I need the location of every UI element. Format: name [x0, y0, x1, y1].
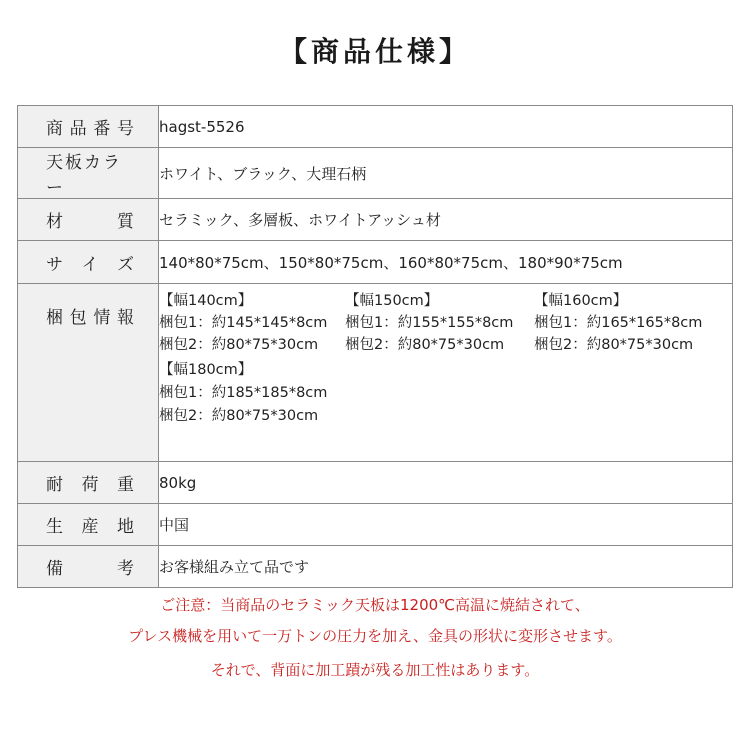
- caution-note-line-3: それで、背面に加工蹟が残る加工性はあります。: [210, 661, 540, 679]
- table-row: [18, 504, 733, 546]
- packing-line-1: 梱包1：約155*155*8cm: [345, 315, 514, 331]
- table-row: [18, 462, 733, 504]
- row-label-top-color: 天板カラー: [46, 153, 122, 198]
- packing-block-160: [534, 290, 724, 356]
- row-value-load-capacity: 80kg: [159, 462, 733, 504]
- table-row: [18, 148, 733, 199]
- row-value-top-color: ホワイト、ブラック、大理石柄: [159, 148, 733, 199]
- row-value-remarks: お客様組み立て品です: [159, 546, 733, 588]
- table-row: [18, 284, 733, 462]
- spec-table: [17, 105, 733, 588]
- packing-line-2: 梱包2：約80*75*30cm: [345, 337, 505, 353]
- row-label-material: 材 質: [46, 212, 134, 232]
- packing-line-1: 梱包1：約185*185*8cm: [159, 385, 328, 401]
- page-title: 【商品仕様】: [278, 35, 471, 68]
- packing-line-1: 梱包1：約145*145*8cm: [159, 315, 328, 331]
- row-label-remarks: 備 考: [46, 559, 134, 579]
- packing-heading: 【幅180cm】: [159, 362, 253, 378]
- row-value-product-number: hagst-5526: [159, 106, 733, 148]
- packing-heading: 【幅160cm】: [534, 293, 628, 309]
- packing-line-2: 梱包2：約80*75*30cm: [159, 408, 319, 424]
- row-label-packing: 梱 包 情 報: [46, 308, 134, 328]
- packing-grid: [159, 290, 732, 356]
- row-value-material: セラミック、多層板、ホワイトアッシュ材: [159, 199, 733, 241]
- table-row: [18, 106, 733, 148]
- packing-line-2: 梱包2：約80*75*30cm: [534, 337, 694, 353]
- packing-block-150: [345, 290, 534, 356]
- caution-note-line-2: プレス機械を用いて一万トンの圧力を加え、金具の形状に変形させます。: [128, 627, 622, 645]
- packing-line-2: 梱包2：約80*75*30cm: [159, 337, 319, 353]
- table-row: [18, 241, 733, 284]
- table-row: [18, 546, 733, 588]
- packing-line-1: 梱包1：約165*165*8cm: [534, 315, 703, 331]
- packing-heading: 【幅150cm】: [345, 293, 439, 309]
- row-value-origin: 中国: [159, 504, 733, 546]
- row-label-size: サ イ ズ: [46, 254, 134, 275]
- caution-note-line-1: ご注意：当商品のセラミック天板は1200℃高温に焼結されて、: [160, 596, 590, 614]
- row-value-size: 140*80*75cm、150*80*75cm、160*80*75cm、180*90*75cm: [159, 241, 733, 284]
- row-label-origin: 生 産 地: [46, 517, 134, 537]
- table-row: [18, 199, 733, 241]
- row-label-load-capacity: 耐 荷 重: [46, 475, 134, 495]
- row-label-product-number: 商 品 番 号: [46, 119, 134, 139]
- row-value-packing: [159, 284, 733, 462]
- packing-block-140: [159, 290, 345, 356]
- packing-heading: 【幅140cm】: [159, 293, 253, 309]
- packing-block-180: [159, 359, 732, 428]
